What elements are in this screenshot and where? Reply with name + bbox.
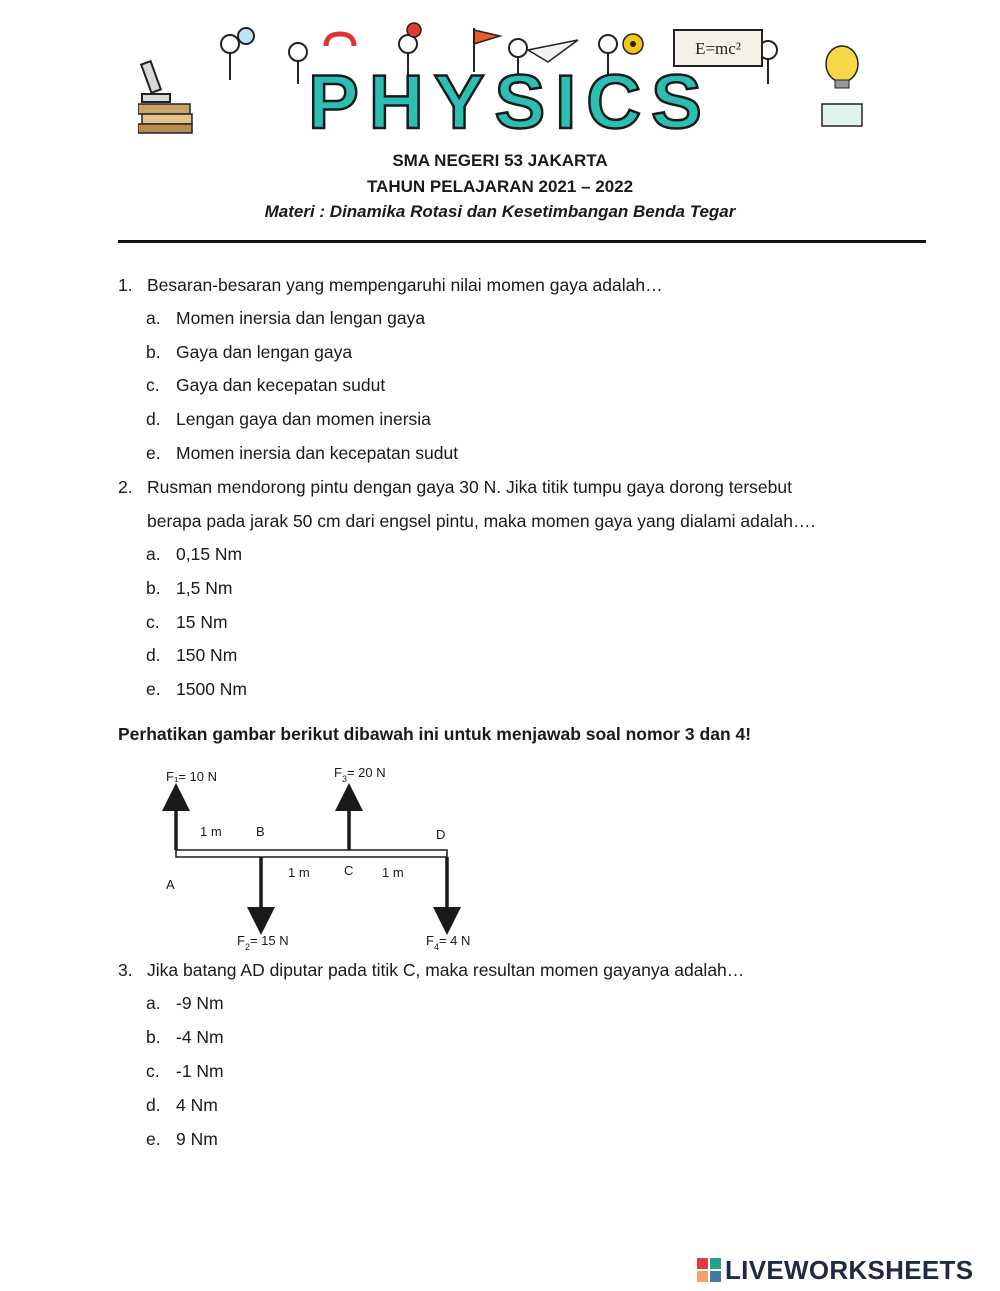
option-text: 1500 Nm — [176, 679, 248, 699]
f4-sub: 4 — [433, 942, 439, 952]
option-letter: d. — [146, 1095, 161, 1115]
f4-main: F — [426, 933, 434, 948]
option-1d[interactable] — [146, 408, 431, 430]
logo-square-blue — [710, 1271, 721, 1282]
option-letter: a. — [146, 308, 161, 328]
f3-label — [334, 765, 386, 784]
option-text: -4 Nm — [176, 1027, 224, 1047]
label-point-d: D — [436, 827, 446, 842]
question-number: 3. — [118, 960, 133, 980]
f1-label: F₁= 10 N — [166, 769, 217, 784]
f2-rest: = 15 N — [249, 933, 289, 948]
option-letter: c. — [146, 1061, 160, 1081]
option-text: 15 Nm — [176, 612, 228, 632]
brand-name: LIVEWORKSHEETS — [725, 1254, 974, 1285]
label-point-a: A — [166, 877, 175, 892]
f3-main: F — [334, 765, 342, 780]
label-point-c: C — [344, 863, 354, 878]
option-2a[interactable] — [146, 543, 242, 565]
option-2d[interactable] — [146, 644, 237, 666]
question-number: 1. — [118, 275, 133, 295]
f2-sub: 2 — [244, 942, 250, 952]
option-1b[interactable] — [146, 341, 352, 363]
option-2c[interactable] — [146, 611, 228, 633]
option-text: -9 Nm — [176, 993, 224, 1013]
option-letter: b. — [146, 1027, 161, 1047]
question-text: Besaran-besaran yang mempengaruhi nilai momen gaya adalah… — [147, 275, 663, 295]
option-letter: b. — [146, 578, 161, 598]
option-letter: d. — [146, 645, 161, 665]
option-letter: c. — [146, 612, 160, 632]
option-3e[interactable] — [146, 1128, 218, 1150]
question-text: Jika batang AD diputar pada titik C, maka resultan momen gayanya adalah… — [147, 960, 745, 980]
option-text: Gaya dan kecepatan sudut — [176, 375, 386, 395]
question-number: 2. — [118, 477, 133, 497]
label-point-b: B — [256, 824, 265, 839]
question-text-line-1: Rusman mendorong pintu dengan gaya 30 N. Jika titik tumpu gaya dorong tersebut — [147, 477, 792, 497]
liveworksheets-logo[interactable] — [697, 1254, 973, 1286]
label-dist-ab: 1 m — [200, 824, 222, 839]
logo-square-red — [697, 1258, 708, 1269]
label-dist-bc: 1 m — [288, 865, 310, 880]
option-3a[interactable] — [146, 992, 224, 1014]
option-text: -1 Nm — [176, 1061, 224, 1081]
physics-title: PHYSICS — [308, 60, 712, 134]
logo-square-teal — [710, 1258, 721, 1269]
option-3d[interactable] — [146, 1094, 218, 1116]
option-3c[interactable] — [146, 1060, 224, 1082]
option-text: 9 Nm — [176, 1129, 218, 1149]
option-text: 1,5 Nm — [176, 578, 233, 598]
option-letter: a. — [146, 544, 161, 564]
liveworksheets-icon — [697, 1258, 721, 1282]
formula-text: E=mc² — [695, 39, 741, 58]
f4-label — [426, 933, 470, 952]
force-diagram — [150, 755, 510, 955]
topic-title: Materi : Dinamika Rotasi dan Kesetimbangan Benda Tegar — [264, 202, 736, 221]
rod-ad — [176, 850, 447, 857]
option-letter: a. — [146, 993, 161, 1013]
logo-square-orange — [697, 1271, 708, 1282]
label-dist-cd: 1 m — [382, 865, 404, 880]
option-letter: d. — [146, 409, 161, 429]
f3-sub: 3 — [341, 774, 347, 784]
option-text: 4 Nm — [176, 1095, 218, 1115]
option-letter: e. — [146, 1129, 161, 1149]
option-1c[interactable] — [146, 374, 385, 396]
option-text: 150 Nm — [176, 645, 238, 665]
question-text-line-2: berapa pada jarak 50 cm dari engsel pintu, maka momen gaya yang dialami adalah…. — [147, 511, 816, 531]
diagram-instruction: Perhatikan gambar berikut dibawah ini untuk menjawab soal nomor 3 dan 4! — [118, 724, 752, 744]
option-letter: e. — [146, 443, 161, 463]
f2-label — [237, 933, 289, 952]
option-text: Gaya dan lengan gaya — [176, 342, 353, 362]
option-1e[interactable] — [146, 442, 458, 464]
option-text: Momen inersia dan kecepatan sudut — [176, 443, 459, 463]
f2-main: F — [237, 933, 245, 948]
option-2e[interactable] — [146, 678, 247, 700]
academic-year: TAHUN PELAJARAN 2021 – 2022 — [366, 177, 634, 196]
option-letter: e. — [146, 679, 161, 699]
option-letter: c. — [146, 375, 160, 395]
option-2b[interactable] — [146, 577, 232, 599]
option-text: Lengan gaya dan momen inersia — [176, 409, 431, 429]
f4-rest: = 4 N — [438, 933, 471, 948]
header-divider — [118, 240, 926, 243]
school-name: SMA NEGERI 53 JAKARTA — [392, 151, 608, 170]
option-text: Momen inersia dan lengan gaya — [176, 308, 426, 328]
f3-rest: = 20 N — [346, 765, 386, 780]
physics-banner — [138, 22, 864, 134]
option-3b[interactable] — [146, 1026, 224, 1048]
option-1a[interactable] — [146, 307, 425, 329]
option-text: 0,15 Nm — [176, 544, 243, 564]
option-letter: b. — [146, 342, 161, 362]
